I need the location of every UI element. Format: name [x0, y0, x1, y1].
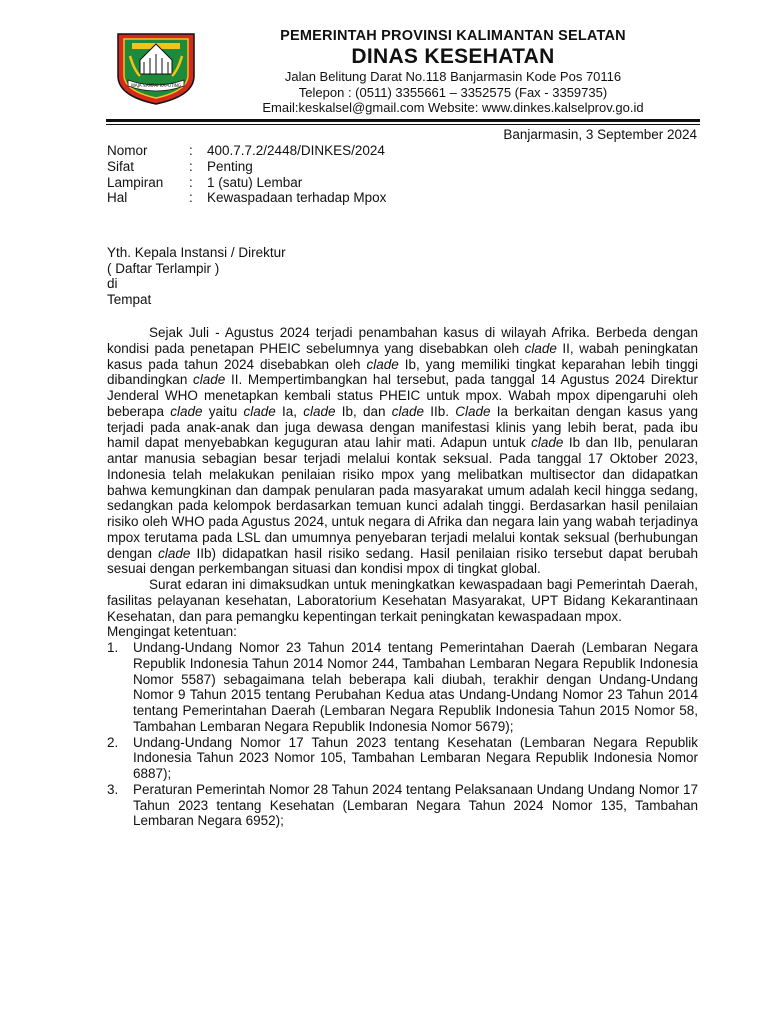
meta-value: 400.7.7.2/2448/DINKES/2024 — [207, 143, 385, 158]
meta-key: Lampiran — [107, 174, 164, 190]
meta-row-sifat — [107, 159, 386, 175]
office-phone: Telepon : (0511) 3355661 – 3352575 (Fax - 3359735) — [298, 84, 608, 100]
meta-colon: : — [189, 190, 193, 206]
meta-colon: : — [189, 174, 193, 190]
government-name: PEMERINTAH PROVINSI KALIMANTAN SELATAN — [280, 28, 626, 44]
meta-row-lampiran — [107, 175, 386, 191]
office-contact: Email:keskalsel@gmail.com Website: www.dinkes.kalselprov.go.id — [262, 100, 644, 115]
list-item-text: Peraturan Pemerintah Nomor 28 Tahun 2024 tentang Pelaksanaan Undang Undang Nomor 17 Tahun 2023 tentang Kesehatan (Lembaran Negara Tahun 2024 Nomor 135, Tambahan Lembaran Negara 6952); — [133, 781, 698, 829]
meta-value: 1 (satu) Lembar — [207, 174, 303, 190]
addressee-line: Tempat — [107, 291, 152, 307]
list-item-number: 1. — [107, 640, 119, 655]
mengingat-heading: Mengingat ketentuan: — [107, 624, 237, 640]
meta-value: Kewaspadaan terhadap Mpox — [207, 190, 387, 206]
body-paragraph-1: Sejak Juli - Agustus 2024 terjadi penambahan kasus di wilayah Afrika. Berbeda dengan kondisi pada penetapan PHEIC sebelumnya yang disebabkan oleh clade II, wabah peningkatan kasus pada tahun 2024 disebabkan oleh clade Ib, yang memiliki tingkat keparahan lebih tinggi dibandingkan clade II. Mempertimbangkan hal tersebut, pada tanggal 14 Agustus 2024 Direktur Jenderal WHO menetapkan kembali status PHEIC untuk mpox. Wabah mpox dipengaruhi oleh beberapa clade yaitu clade Ia, clade Ib, dan clade IIb. Clade Ia berkaitan dengan kasus yang terjadi pada anak-anak dan juga dewasa dengan manifestasi klinis yang lebih berat, pada ibu hamil dapat menyebabkan keguguran atau lahir mati. Adapun untuk clade Ib dan IIb, penularan antar manusia sebagian besar terjadi melalui kontak seksual. Pada tanggal 17 Oktober 2023, Indonesia telah melakukan penilaian risiko mpox yang melibatkan multisector dan didapatkan bahwa kemungkinan dan dampak penularan pada masyarakat umum adalah kecil hingga sedang, sedangkan pada kelompok berdasarkan temuan kunci adalah tinggi. Berdasarkan hasil penilaian risiko oleh WHO pada Agustus 2024, untuk negara di Afrika dan negara lain yang wabah terjadinya mpox terutama pada LSL dan umumnya penyebaran terjadi melalui kontak seksual (berhubungan dengan clade IIb) didapatkan hasil risiko sedang. Hasil penilaian risiko tersebut dapat berubah sesuai dengan perkembangan situasi dan kondisi mpox di tingkat global. — [107, 325, 698, 577]
addressee-block — [107, 245, 286, 307]
addressee-line: ( Daftar Terlampir ) — [107, 260, 220, 276]
meta-key: Sifat — [107, 158, 135, 174]
department-name: DINAS KESEHATAN — [351, 45, 555, 68]
meta-value: Penting — [207, 158, 253, 174]
province-coat-of-arms-logo — [114, 30, 198, 106]
addressee-line: Yth. Kepala Instansi / Direktur — [107, 245, 286, 260]
letterhead-divider-thin — [106, 124, 700, 125]
list-item — [107, 735, 698, 782]
list-item-text: Undang-Undang Nomor 17 Tahun 2023 tentang Kesehatan (Lembaran Negara Republik Indonesia Tahun 2023 Nomor 105, Tambahan Lembaran Negara Republik Indonesia Nomor 6887); — [133, 734, 698, 781]
meta-colon: : — [189, 143, 193, 158]
list-item — [107, 782, 698, 829]
meta-row-nomor — [107, 143, 386, 159]
letterhead-divider-thick — [106, 119, 700, 122]
addressee-line: di — [107, 276, 118, 291]
meta-colon: : — [189, 158, 193, 174]
list-item-text: Undang-Undang Nomor 23 Tahun 2014 tentang Pemerintahan Daerah (Lembaran Negara Republik Indonesia Tahun 2014 Nomor 244, Tambahan Lembaran Negara Republik Indonesia Nomor 5587) sebagaimana telah beberapa kali diubah, terakhir dengan Undang-Undang Nomor 9 Tahun 2015 tentang Perubahan Kedua atas Undang-Undang Nomor 23 Tahun 2014 tentang Pemerintahan Daerah (Lembaran Negara Republik Indonesia Tahun 2015 Nomor 58, Tambahan Lembaran Negara Republik Indonesia Nomor 5679); — [133, 640, 698, 734]
office-address: Jalan Belitung Darat No.118 Banjarmasin Kode Pos 70116 — [284, 69, 622, 84]
legal-basis-list — [107, 640, 698, 829]
letter-body — [107, 325, 698, 829]
meta-key: Hal — [107, 190, 128, 206]
svg-text:WAJA SAMPAI KAPUTING: WAJA SAMPAI KAPUTING — [130, 83, 182, 88]
list-item-number: 3. — [107, 781, 119, 797]
letterhead — [218, 28, 688, 116]
letter-meta — [107, 143, 386, 206]
meta-row-hal — [107, 190, 386, 206]
list-item — [107, 640, 698, 735]
meta-key: Nomor — [107, 143, 148, 158]
body-paragraph-2: Surat edaran ini dimaksudkan untuk meningkatkan kewaspadaan bagi Pemerintah Daerah, fasilitas pelayanan kesehatan, Laboratorium Kesehatan Masyarakat, UPT Bidang Kekarantinaan Kesehatan, dan para pemangku kepentingan terkait peningkatan kewaspadaan mpox. — [107, 577, 698, 624]
list-item-number: 2. — [107, 734, 119, 750]
letter-date: Banjarmasin, 3 September 2024 — [503, 127, 697, 142]
